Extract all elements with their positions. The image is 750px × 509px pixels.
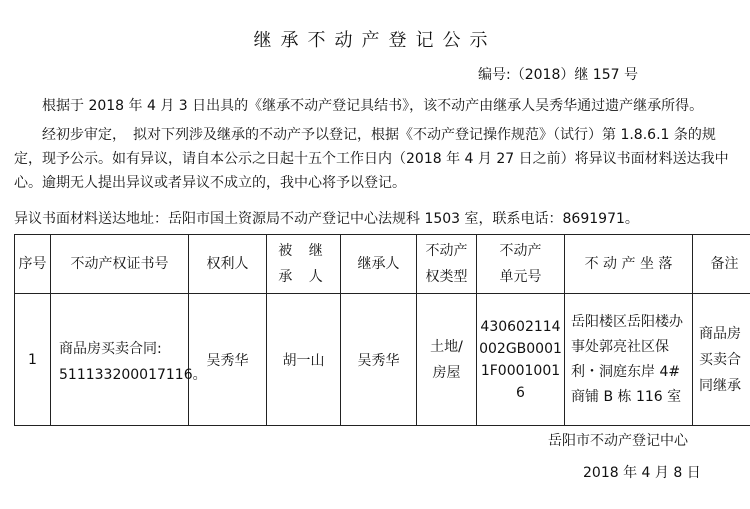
cell-owner: 吴秀华 <box>189 294 267 426</box>
document-number: 编号:（2018）继 157 号 <box>478 67 638 83</box>
header-unit-no-line1: 不动产 <box>499 243 542 259</box>
header-decedent-line1: 被 继 <box>278 243 329 259</box>
header-unit-no-line2: 单元号 <box>499 269 542 285</box>
header-decedent-line2: 承 人 <box>278 269 329 285</box>
cell-cert-line1: 商品房买卖合同: <box>59 340 162 357</box>
cell-location: 岳阳楼区岳阳楼办事处郭亮社区保利・洞庭东岸 4#商铺 B 栋 116 室 <box>565 294 693 426</box>
table-header-row <box>15 235 750 294</box>
notice-title: 继承不动产登记公示 <box>253 30 497 51</box>
cell-heir: 吴秀华 <box>341 294 417 426</box>
header-right-type <box>417 235 477 294</box>
cell-cert-no <box>51 294 207 426</box>
paragraph-basis: 根据于 2018 年 4 月 3 日出具的《继承不动产登记具结书》，该不动产由继承人吴秀华通过遗产继承所得。 <box>42 98 704 114</box>
header-seq: 序号 <box>15 235 51 294</box>
header-remark: 备注 <box>693 235 750 294</box>
cell-decedent: 胡一山 <box>267 294 341 426</box>
header-cert-no: 不动产权证书号 <box>51 235 189 294</box>
header-heir: 继承人 <box>341 235 417 294</box>
header-decedent <box>267 235 341 294</box>
property-table <box>14 234 750 426</box>
header-location: 不 动 产 坐 落 <box>565 235 693 294</box>
issuing-organization: 岳阳市不动产登记中心 <box>548 433 688 449</box>
cell-cert-line2: 511133200017116。 <box>59 366 207 383</box>
cell-seq: 1 <box>15 294 51 426</box>
header-unit-no <box>477 235 565 294</box>
header-right-type-line2: 权类型 <box>425 269 468 285</box>
paragraph-review: 经初步审定， 拟对下列涉及继承的不动产予以登记，根据《不动产登记操作规范》（试行）第 1.8.6.1 条的规定，现予公示。如有异议，请自本公示之日起十五个工作日内（2018 年 4 月 27 日之前）将异议书面材料送达我中心。逾期无人提出异议或者异议不成立的，我中心将予以登记。 <box>14 127 729 191</box>
header-owner: 权利人 <box>189 235 267 294</box>
cell-right-type: 土地/房屋 <box>417 294 477 426</box>
issue-date: 2018 年 4 月 8 日 <box>583 465 701 481</box>
paragraph-objection-address: 异议书面材料送达地址：岳阳市国土资源局不动产登记中心法规科 1503 室，联系电话：8691971。 <box>14 211 639 227</box>
cell-remark: 商品房买卖合同继承 <box>693 294 750 426</box>
table-row <box>15 294 750 426</box>
header-right-type-line1: 不动产 <box>425 243 468 259</box>
cell-unit-no: 430602114002GB00011F00010016 <box>477 294 565 426</box>
